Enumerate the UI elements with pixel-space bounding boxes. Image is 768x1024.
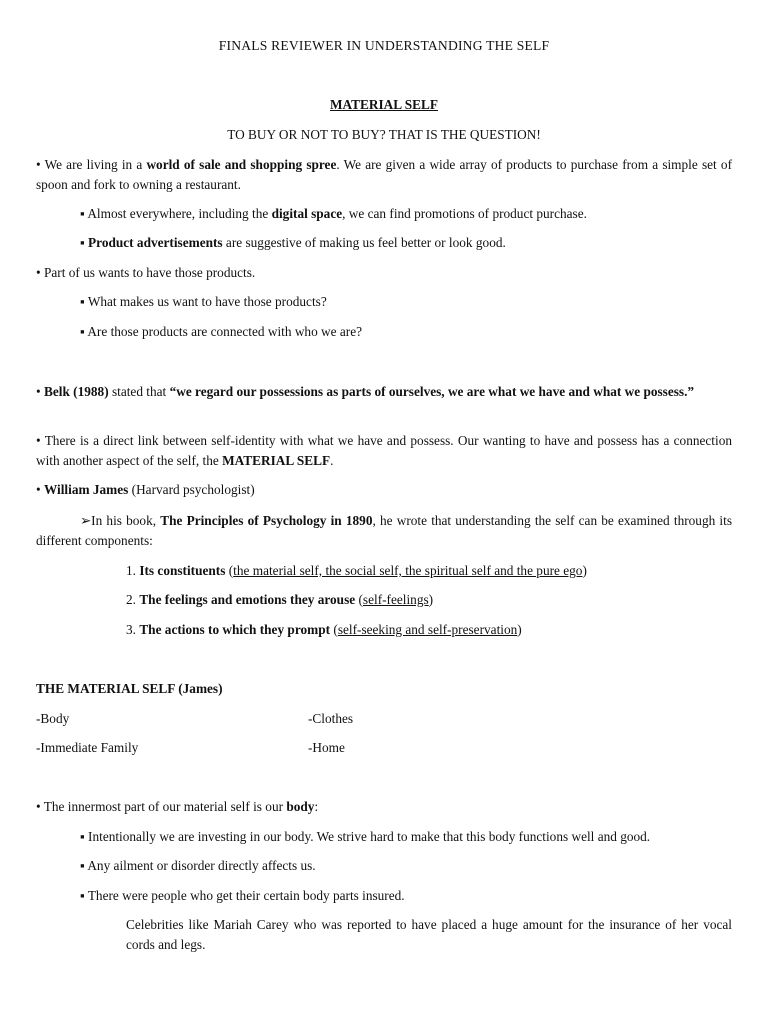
square-bullet-icon: ▪ [80,324,85,339]
material-self-heading: THE MATERIAL SELF (James) [36,681,223,696]
component-item-2: 2. The feelings and emotions they arouse (self-feelings) [126,592,434,607]
sub-bullet-ailment: ▪ Any ailment or disorder directly affects us. [80,858,316,873]
square-bullet-icon: ▪ [80,829,85,844]
square-bullet-icon: ▪ [80,235,85,250]
paragraph-wants: • Part of us wants to have those products. [36,265,256,280]
sub-bullet-digital: ▪ Almost everywhere, including the digital space, we can find promotions of product purchase. [80,206,587,221]
paragraph-principles: ➢In his book, The Principles of Psychology in 1890, he wrote that understanding the self can be examined through its different components: [36,513,732,548]
bullet-icon: • [36,799,41,814]
material-item-family: -Immediate Family [36,740,139,755]
sub-bullet-question-2: ▪ Are those products are connected with who we are? [80,324,363,339]
square-bullet-icon: ▪ [80,888,85,903]
paragraph-direct-link: • There is a direct link between self-identity with what we have and possess. Our wanting to have and possess has a connection with another aspect of the self, the MATERIAL SELF. [36,433,732,468]
section-heading: MATERIAL SELF [330,97,438,112]
arrow-bullet-icon: ➢ [80,513,92,528]
sub-bullet-investing: ▪ Intentionally we are investing in our body. We strive hard to make that this body functions well and good. [80,829,651,844]
paragraph-belk: • Belk (1988) stated that “we regard our possessions as parts of ourselves, we are what we have and what we possess.” [36,384,695,399]
square-bullet-icon: ▪ [80,858,85,873]
paragraph-william-james: • William James (Harvard psychologist) [36,482,255,497]
paragraph-body: • The innermost part of our material self is our body: [36,799,319,814]
bullet-icon: • [36,433,41,448]
material-item-body: -Body [36,711,70,726]
paragraph-shopping: • We are living in a world of sale and shopping spree. We are given a wide array of products to purchase from a simple set of spoon and fork to owning a restaurant. [36,157,732,192]
page-title: FINALS REVIEWER IN UNDERSTANDING THE SELF [218,38,550,53]
component-item-1: 1. Its constituents (the material self, the social self, the spiritual self and the pure ego) [126,563,587,578]
sub-bullet-ads: ▪ Product advertisements are suggestive of making us feel better or look good. [80,235,506,250]
bullet-icon: • [36,384,41,399]
square-bullet-icon: ▪ [80,206,85,221]
bullet-icon: • [36,157,41,172]
square-bullet-icon: ▪ [80,294,85,309]
material-item-clothes: -Clothes [308,711,354,726]
material-item-home: -Home [308,740,345,755]
note-celebrities: Celebrities like Mariah Carey who was reported to have placed a huge amount for the insurance of her vocal cords and legs. [126,917,732,952]
sub-bullet-question-1: ▪ What makes us want to have those products? [80,294,327,309]
bullet-icon: • [36,265,41,280]
sub-bullet-insured: ▪ There were people who get their certain body parts insured. [80,888,405,903]
component-item-3: 3. The actions to which they prompt (self-seeking and self-preservation) [126,622,522,637]
section-subtitle: TO BUY OR NOT TO BUY? THAT IS THE QUESTION! [227,127,541,142]
bullet-icon: • [36,482,41,497]
